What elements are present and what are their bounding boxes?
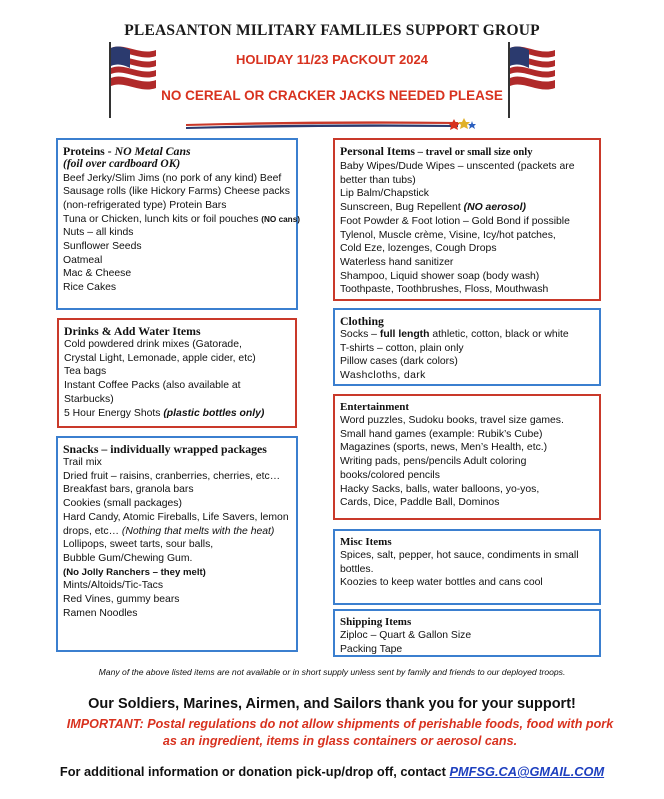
list-item: Sunflower Seeds <box>63 241 142 253</box>
list-item: bottles. <box>340 563 374 575</box>
list-item: Cookies (small packages) <box>63 498 182 510</box>
list-item <box>63 213 300 227</box>
list-item: Tea bags <box>64 366 107 378</box>
list-item: Tylenol, Muscle crème, Visine, Icy/hot patches, <box>340 229 556 241</box>
proteins-title <box>63 144 291 158</box>
shipping-items-title: Shipping Items <box>340 616 412 628</box>
important-text: Postal regulations do not allow shipments of perishable foods, food with pork as an ingredient, items in glass containers or aerosol cans. <box>143 717 614 748</box>
personal-items-title-suffix: – travel or small size only <box>415 147 533 158</box>
list-item: Packing Tape <box>340 643 403 655</box>
list-item: Nuts – all kinds <box>63 227 134 239</box>
list-item: books/colored pencils <box>340 469 440 481</box>
drinks-title: Drinks & Add Water Items <box>64 324 201 338</box>
important-notice <box>60 716 620 750</box>
header-note: NO CEREAL OR CRACKER JACKS NEEDED PLEASE <box>161 88 503 103</box>
list-item: Writing pads, pens/pencils Adult coloring <box>340 456 527 468</box>
list-item: (No Jolly Ranchers – they melt) <box>63 566 206 578</box>
personal-items-title-text: Personal Items <box>340 144 416 158</box>
list-item-text: Sunscreen, Bug Repellent <box>340 202 464 214</box>
list-item: (non-refrigerated type) Protein Bars <box>63 199 227 211</box>
list-item-emphasis: full length <box>379 329 430 340</box>
list-item: Ramen Noodles <box>63 607 138 619</box>
snacks-box <box>56 436 298 652</box>
proteins-box <box>56 138 298 310</box>
snacks-title: Snacks – individually wrapped packages <box>63 442 267 456</box>
list-item: Rice Cakes <box>63 282 117 294</box>
list-item-note: (NO aerosol) <box>463 202 526 214</box>
list-item: Lip Balm/Chapstick <box>340 188 429 200</box>
list-item <box>340 328 594 342</box>
list-item-note: (NO cans) <box>261 214 300 224</box>
contact-text: For additional information or donation pick-up/drop off, contact <box>59 764 450 779</box>
misc-items-title: Misc Items <box>340 536 392 548</box>
email-link[interactable]: PMFSG.CA@GMAIL.COM <box>449 764 605 779</box>
list-item: Foot Powder & Foot lotion – Gold Bond if possible <box>340 215 570 227</box>
list-item: Bubble Gum/Chewing Gum. <box>63 552 193 564</box>
page-subtitle: HOLIDAY 11/23 PACKOUT 2024 <box>236 52 428 67</box>
list-item-text: Socks – <box>340 329 380 340</box>
list-item: Baby Wipes/Dude Wipes – unscented (packets are <box>340 161 575 172</box>
list-item: Breakfast bars, granola bars <box>63 484 194 496</box>
list-item: Oatmeal <box>63 254 103 266</box>
list-item: Toothpaste, Toothbrushes, Floss, Mouthwash <box>340 284 549 296</box>
shipping-items-box <box>333 609 601 657</box>
important-label: IMPORTANT: <box>66 717 144 731</box>
list-item: Lollipops, sweet tarts, sour balls, <box>63 539 214 551</box>
list-item: Waterless hand sanitizer <box>340 256 454 268</box>
list-item: Crystal Light, Lemonade, apple cider, etc) <box>64 352 256 364</box>
page-title: PLEASANTON MILITARY FAMLILES SUPPORT GROUP <box>124 22 540 39</box>
list-item: Hard Candy, Atomic Fireballs, Life Savers, lemon <box>63 511 289 523</box>
list-item: Pillow cases (dark colors) <box>340 356 458 368</box>
drinks-box <box>57 318 297 428</box>
list-item <box>64 407 290 421</box>
list-item: Instant Coffee Packs (also available at <box>64 380 241 392</box>
list-item: Starbucks) <box>64 393 114 405</box>
list-item: better than tubs) <box>340 174 416 186</box>
entertainment-box <box>333 394 601 520</box>
proteins-title-text: Proteins - <box>63 144 115 158</box>
list-item: Cold Eze, lozenges, Cough Drops <box>340 243 497 255</box>
list-item-text: Tuna or Chicken, lunch kits or foil pouches <box>63 213 262 225</box>
list-item: Ziploc – Quart & Gallon Size <box>340 630 472 641</box>
list-item: Mints/Altoids/Tic-Tacs <box>63 580 164 592</box>
list-item: Beef Jerky/Slim Jims (no pork of any kind) Beef <box>63 172 282 184</box>
availability-note: Many of the above listed items are not available or in short supply unless sent by family and friends to our deployed troops. <box>98 667 566 677</box>
list-item: Koozies to keep water bottles and cans cool <box>340 577 543 589</box>
clothing-title: Clothing <box>340 314 384 328</box>
proteins-title-emphasis: NO Metal Cans <box>114 144 191 158</box>
personal-items-title <box>340 144 594 160</box>
flag-icon <box>104 40 160 118</box>
list-item: Trail mix <box>63 457 102 468</box>
list-item-note: (Nothing that melts with the heat) <box>121 525 275 537</box>
contact-line <box>0 764 664 779</box>
misc-items-box <box>333 529 601 605</box>
personal-items-box <box>333 138 601 301</box>
list-item <box>63 525 291 539</box>
stars-banner-icon <box>186 118 478 132</box>
list-item: Shampoo, Liquid shower soap (body wash) <box>340 270 540 282</box>
list-item: Word puzzles, Sudoku books, travel size games. <box>340 415 564 426</box>
list-item-text: 5 Hour Energy Shots <box>64 407 164 419</box>
list-item: Dried fruit – raisins, cranberries, cherries, etc… <box>63 470 281 482</box>
list-item-note: (plastic bottles only) <box>163 407 265 419</box>
list-item <box>340 201 594 215</box>
list-item: Spices, salt, pepper, hot sauce, condiments in small <box>340 550 579 561</box>
list-item: Washcloths, dark <box>340 370 426 382</box>
list-item-text: athletic, cotton, black or white <box>429 329 569 340</box>
thanks-message: Our Soldiers, Marines, Airmen, and Sailors thank you for your support! <box>88 696 576 712</box>
flag-icon <box>503 40 559 118</box>
clothing-box <box>333 308 601 386</box>
list-item: Magazines (sports, news, Men’s Health, etc.) <box>340 442 548 454</box>
list-item: Red Vines, gummy bears <box>63 594 180 606</box>
list-item: Small hand games (example: Rubik’s Cube) <box>340 428 543 440</box>
list-item-text: drops, etc… <box>63 525 122 537</box>
list-item: Hacky Sacks, balls, water balloons, yo-yos, <box>340 483 540 495</box>
entertainment-title: Entertainment <box>340 401 410 413</box>
list-item: Cards, Dice, Paddle Ball, Dominos <box>340 497 500 509</box>
list-item: Cold powdered drink mixes (Gatorade, <box>64 339 242 350</box>
list-item: Mac & Cheese <box>63 268 132 280</box>
list-item: T-shirts – cotton, plain only <box>340 342 464 354</box>
list-item: Sausage rolls (like Hickory Farms) Cheese packs <box>63 186 290 198</box>
proteins-subtitle: (foil over cardboard OK) <box>63 158 181 170</box>
